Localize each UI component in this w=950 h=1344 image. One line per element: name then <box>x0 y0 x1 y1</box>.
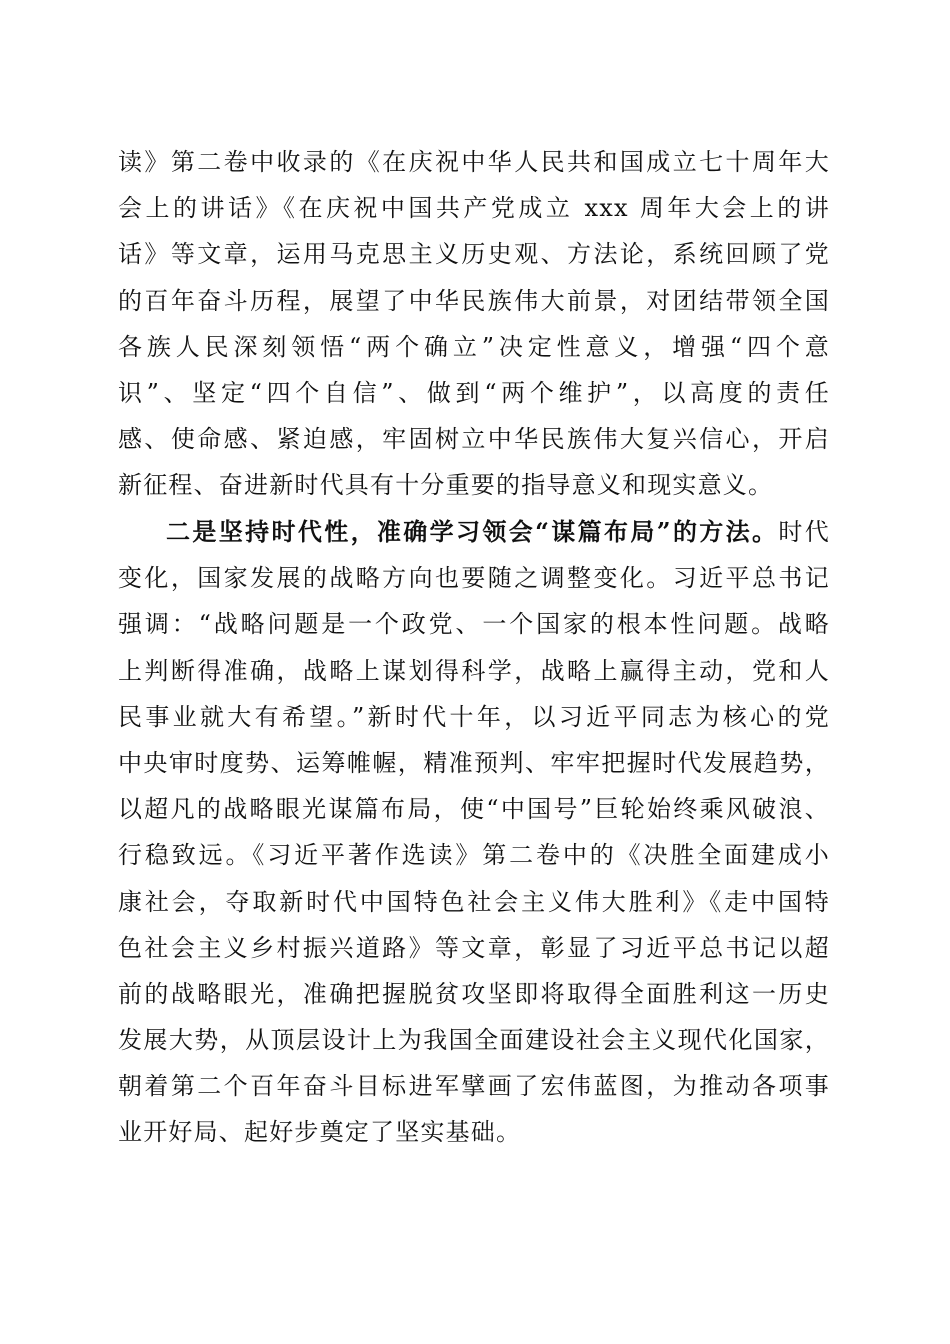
paragraph-line: 民事业就大有希望。”新时代十年，以习近平同志为核心的党 <box>118 702 830 731</box>
paragraph-line: 读》第二卷中收录的《在庆祝中华人民共和国成立七十周年大 <box>118 148 830 176</box>
paragraph-line: 识”、坚定“四个自信”、做到“两个维护”，以高度的责任 <box>118 378 830 407</box>
paragraph-line: 变化，国家发展的战略方向也要随之调整变化。习近平总书记 <box>118 564 830 593</box>
paragraph-line: 前的战略眼光，准确把握脱贫攻坚即将取得全面胜利这一历史 <box>118 979 830 1008</box>
paragraph-first-line-rest: 时代 <box>778 518 830 546</box>
paragraph-line: 色社会主义乡村振兴道路》等文章，彰显了习近平总书记以超 <box>118 933 830 962</box>
paragraph-line: 上判断得准确，战略上谋划得科学，战略上赢得主动，党和人 <box>118 656 830 685</box>
paragraph-line: 新征程、奋进新时代具有十分重要的指导意义和现实意义。 <box>118 471 774 500</box>
paragraph-line: 发展大势，从顶层设计上为我国全面建设社会主义现代化国家， <box>118 1026 830 1055</box>
paragraph-line: 朝着第二个百年奋斗目标进军擘画了宏伟蓝图，为推动各项事 <box>118 1072 830 1101</box>
paragraph-line: 强调：“战略问题是一个政党、一个国家的根本性问题。战略 <box>118 610 830 639</box>
paragraph-heading: 二是坚持时代性，准确学习领会“谋篇布局”的方法。 <box>166 517 779 546</box>
paragraph-line: 康社会，夺取新时代中国特色社会主义伟大胜利》《走中国特 <box>118 887 830 916</box>
paragraph-line: 各族人民深刻领悟“两个确立”决定性意义，增强“四个意 <box>118 332 830 361</box>
paragraph-2 <box>118 509 830 1156</box>
paragraph-line: 话》等文章，运用马克思主义历史观、方法论，系统回顾了党 <box>118 240 830 269</box>
paragraph-line: 感、使命感、紧迫感，牢固树立中华民族伟大复兴信心，开启 <box>118 425 830 454</box>
paragraph-line: 行稳致远。《习近平著作选读》第二卷中的《决胜全面建成小 <box>118 841 830 870</box>
paragraph-line: 业开好局、起好步奠定了坚实基础。 <box>118 1118 522 1147</box>
paragraph-line: 的百年奋斗历程，展望了中华民族伟大前景，对团结带领全国 <box>118 286 830 315</box>
paragraph-line: 中央审时度势、运筹帷幄，精准预判、牢牢把握时代发展趋势， <box>118 748 830 777</box>
paragraph-first-line <box>118 509 830 555</box>
paragraph-1 <box>118 139 830 509</box>
paragraph-line: 以超凡的战略眼光谋篇布局，使“中国号”巨轮始终乘风破浪、 <box>118 795 830 824</box>
paragraph-line: 会上的讲话》《在庆祝中国共产党成立 xxx 周年大会上的讲 <box>118 194 830 223</box>
